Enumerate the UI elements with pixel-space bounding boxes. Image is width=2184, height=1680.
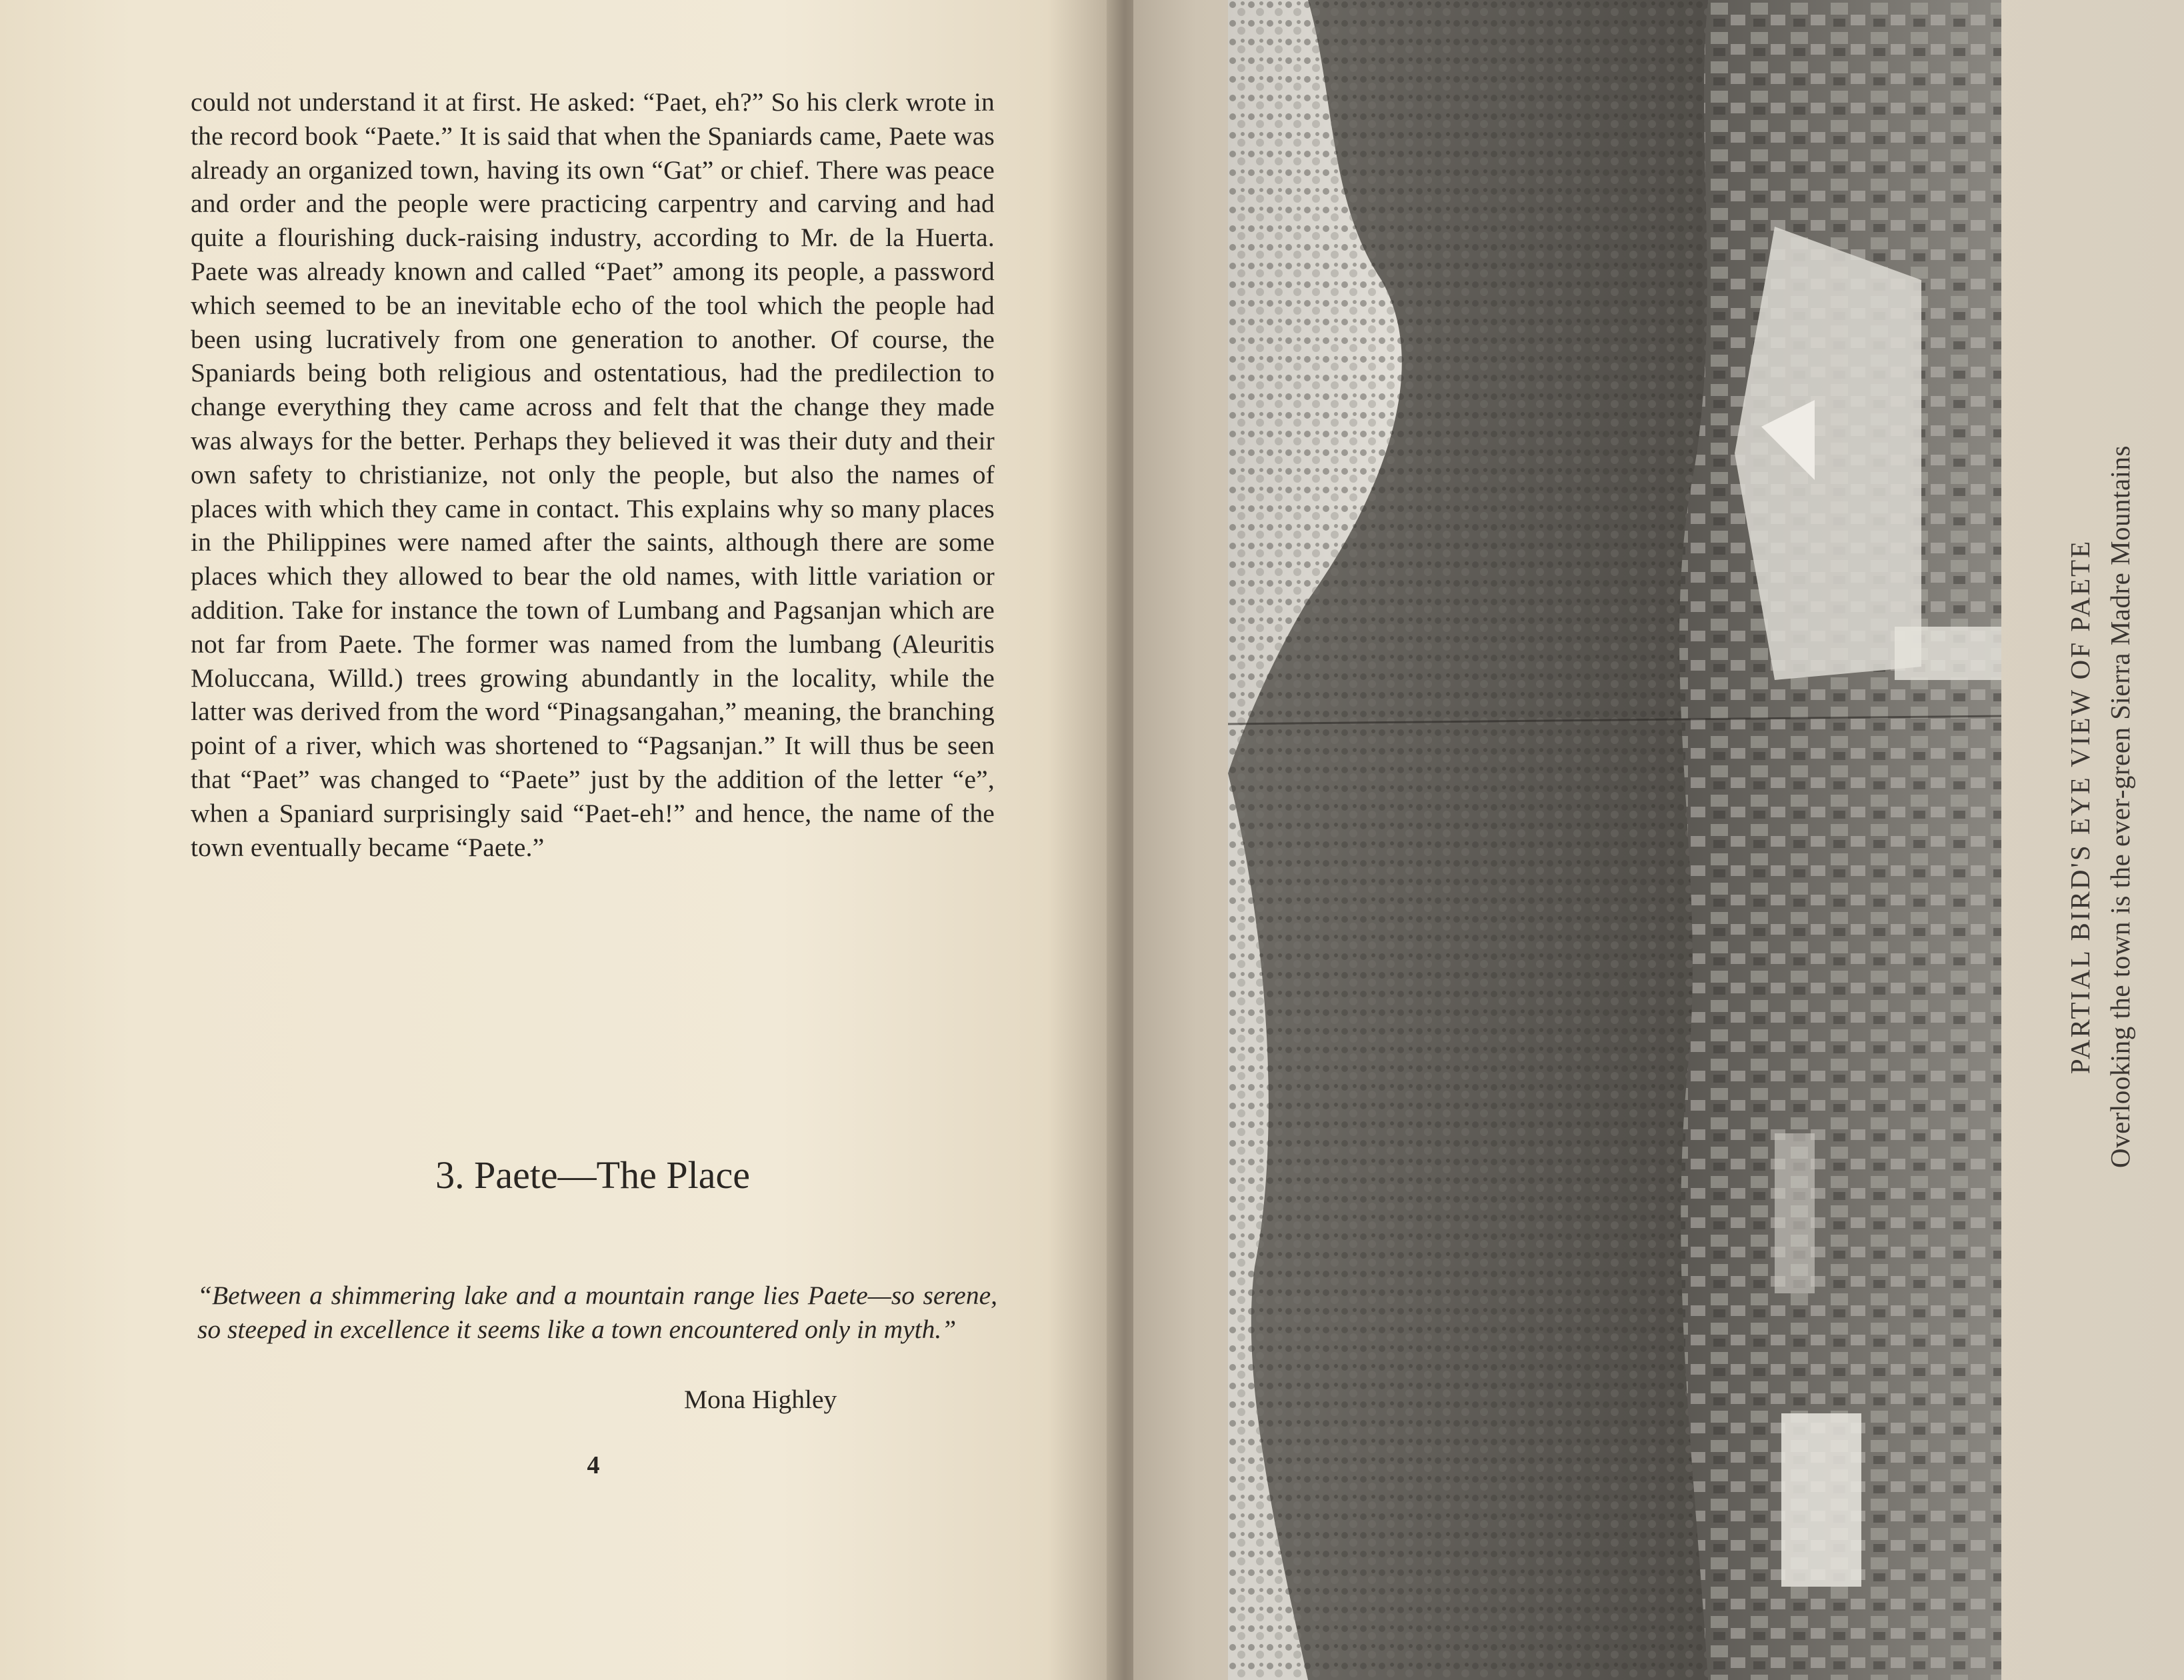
body-text <box>191 85 995 864</box>
chapter-title: 3. Paete—The Place <box>435 1153 750 1197</box>
body-paragraph: could not understand it at first. He asked: “Paet, eh?” So his clerk wrote in the record book “Paete.” It is said that when the Spaniards came, Paete was already an organized town, having its own “Gat” or chief. There was peace and order and the people were practicing carpentry and carving and had quite a flourishing duck-raising industry, according to Mr. de la Huerta. Paete was already known and called “Paet” among its people, a password which seemed to be an inevitable echo of the tool which the people had been using lucratively from one generation to another. Of course, the Spaniards being both religious and ostentatious, had the predilection to change everything they came across and felt that the change they made was always for the better. Perhaps they believed it was their duty and their own safety to christianize, not only the people, but also the names of places with which they came in contact. This explains why so many places in the Philippines were named after the saints, although there are some places which they allowed to bear the old names, with little variation or addition. Take for instance the town of Lumbang and Pagsanjan which are not far from Paete. The former was named from the lumbang (Aleuritis Moluccana, Willd.) trees growing abundantly in the locality, while the latter was derived from the word “Pinagsangahan,” meaning, the branching point of a river, which was shortened to “Pagsanjan.” It will thus be seen that “Paet” was changed to “Paete” just by the addition of the letter “e”, when a Spaniard surprisingly said “Paet-eh!” and hence, the name of the town eventually became “Paete.” <box>191 87 995 862</box>
epigraph-author: Mona Highley <box>684 1385 837 1414</box>
epigraph-quote: “Between a shimmering lake and a mountain range lies Paete—so serene, so steeped in excellence it seems like a town encountered only in myth.” <box>197 1281 997 1344</box>
page-number: 4 <box>587 1451 600 1479</box>
photo-illustration <box>1228 0 2001 1680</box>
photo-caption-title: PARTIAL BIRD'S EYE VIEW OF PAETE <box>2065 539 2095 1075</box>
photo-caption <box>2060 400 2153 1213</box>
town-photograph <box>1228 0 2001 1680</box>
photo-caption-subtitle: Overlooking the town is the ever-green Sierra Madre Mountains <box>2105 445 2135 1168</box>
